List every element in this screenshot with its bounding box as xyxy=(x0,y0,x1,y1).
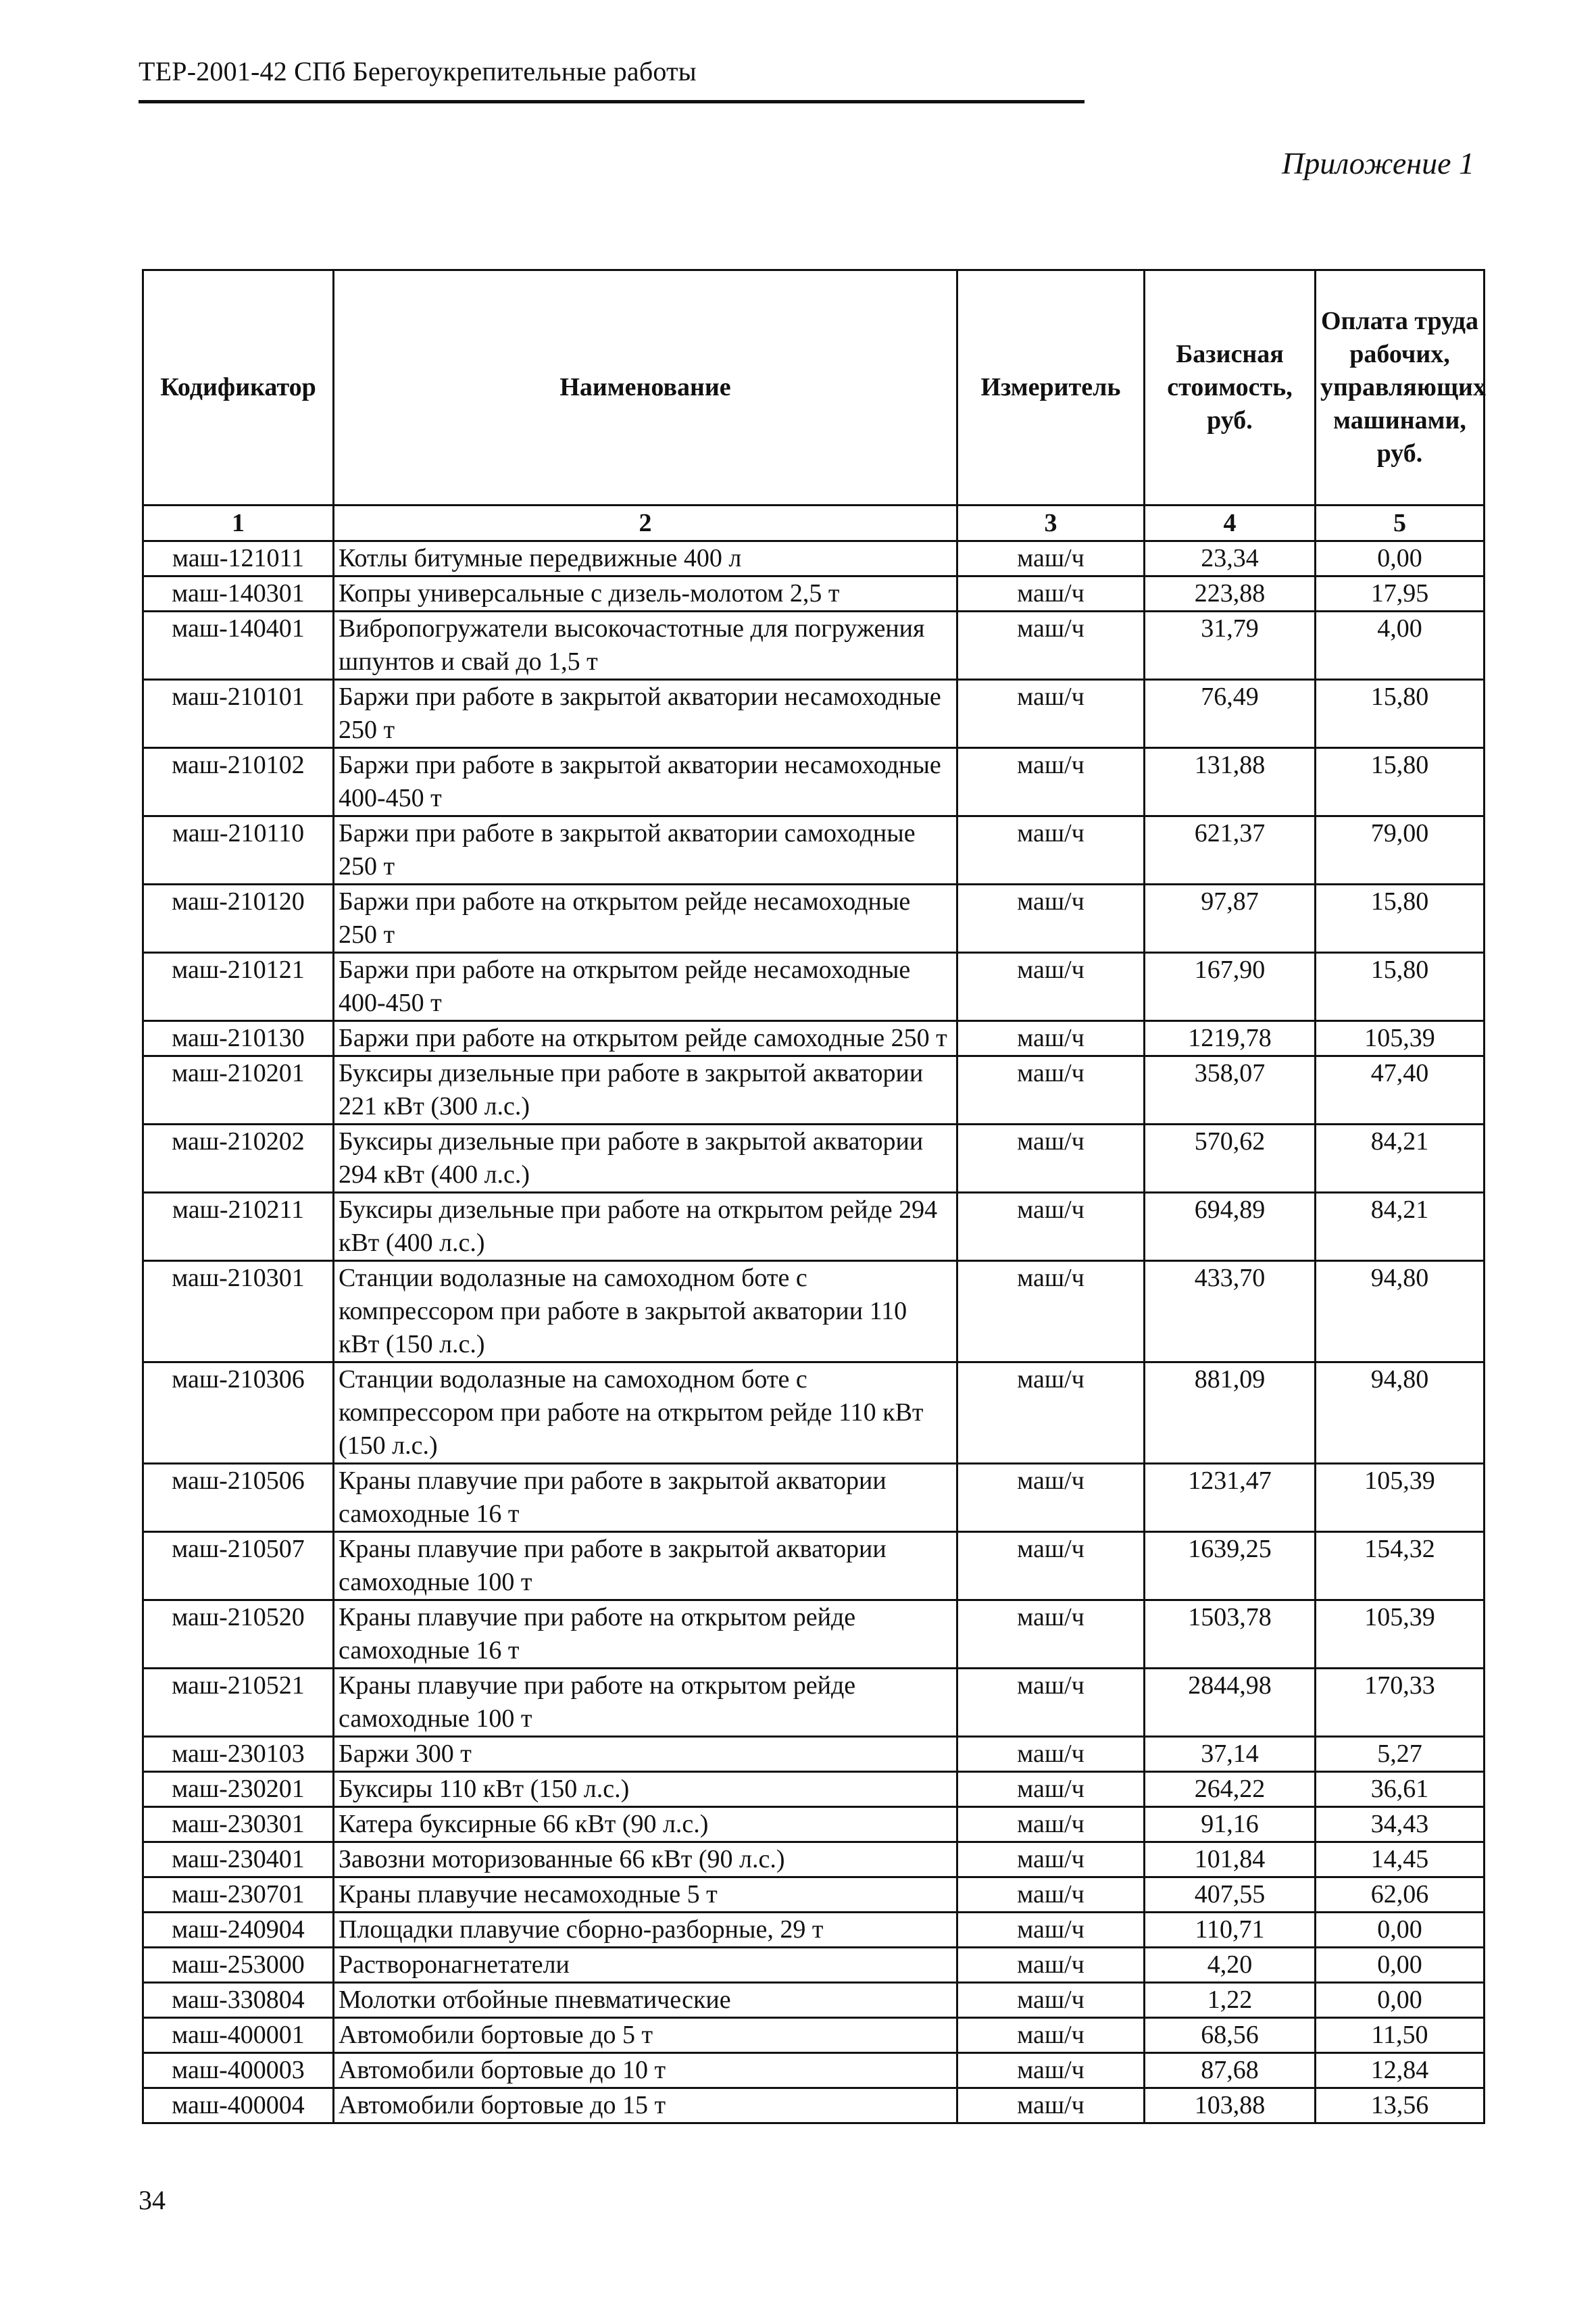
row-base-cost: 31,79 xyxy=(1145,612,1316,680)
row-unit: маш/ч xyxy=(957,1021,1145,1056)
row-unit: маш/ч xyxy=(957,576,1145,612)
row-code: маш-230701 xyxy=(143,1877,334,1913)
document-header-title: ТЕР-2001-42 СПб Берегоукрепительные работы xyxy=(139,56,697,87)
row-name: Баржи при работе в закрытой акватории несамоходные 250 т xyxy=(334,680,957,748)
row-labor-cost: 84,21 xyxy=(1316,1125,1485,1193)
row-name: Буксиры дизельные при работе на открытом рейде 294 кВт (400 л.с.) xyxy=(334,1193,957,1261)
row-base-cost: 1219,78 xyxy=(1145,1021,1316,1056)
row-name: Буксиры 110 кВт (150 л.с.) xyxy=(334,1772,957,1807)
row-labor-cost: 62,06 xyxy=(1316,1877,1485,1913)
column-number: 4 xyxy=(1145,506,1316,541)
row-base-cost: 91,16 xyxy=(1145,1807,1316,1842)
table-row xyxy=(143,953,1485,1021)
row-labor-cost: 15,80 xyxy=(1316,953,1485,1021)
row-name: Растворонагнетатели xyxy=(334,1948,957,1983)
row-base-cost: 101,84 xyxy=(1145,1842,1316,1877)
row-code: маш-210121 xyxy=(143,953,334,1021)
row-name: Краны плавучие при работе в закрытой акватории самоходные 16 т xyxy=(334,1464,957,1532)
row-code: маш-210101 xyxy=(143,680,334,748)
row-name: Котлы битумные передвижные 400 л xyxy=(334,541,957,576)
table-row xyxy=(143,1193,1485,1261)
row-unit: маш/ч xyxy=(957,1125,1145,1193)
row-labor-cost: 34,43 xyxy=(1316,1807,1485,1842)
table-row xyxy=(143,1983,1485,2018)
row-base-cost: 110,71 xyxy=(1145,1913,1316,1948)
row-labor-cost: 84,21 xyxy=(1316,1193,1485,1261)
row-labor-cost: 0,00 xyxy=(1316,1913,1485,1948)
row-base-cost: 131,88 xyxy=(1145,748,1316,816)
row-base-cost: 223,88 xyxy=(1145,576,1316,612)
row-base-cost: 97,87 xyxy=(1145,885,1316,953)
row-name: Баржи при работе на открытом рейде несамоходные 250 т xyxy=(334,885,957,953)
column-number: 5 xyxy=(1316,506,1485,541)
row-code: маш-400001 xyxy=(143,2018,334,2053)
row-code: маш-230201 xyxy=(143,1772,334,1807)
appendix-label: Приложение 1 xyxy=(1281,146,1474,180)
column-header-unit: Измеритель xyxy=(957,270,1145,506)
row-unit: маш/ч xyxy=(957,1737,1145,1772)
table-row xyxy=(143,1807,1485,1842)
row-labor-cost: 105,39 xyxy=(1316,1600,1485,1669)
row-base-cost: 407,55 xyxy=(1145,1877,1316,1913)
row-base-cost: 264,22 xyxy=(1145,1772,1316,1807)
row-labor-cost: 154,32 xyxy=(1316,1532,1485,1600)
row-name: Буксиры дизельные при работе в закрытой акватории 294 кВт (400 л.с.) xyxy=(334,1125,957,1193)
row-name: Буксиры дизельные при работе в закрытой акватории 221 кВт (300 л.с.) xyxy=(334,1056,957,1125)
table-row xyxy=(143,1056,1485,1125)
row-base-cost: 1639,25 xyxy=(1145,1532,1316,1600)
row-name: Станции водолазные на самоходном боте с компрессором при работе на открытом рейде 110 кВт (150 л.с.) xyxy=(334,1362,957,1464)
row-unit: маш/ч xyxy=(957,1056,1145,1125)
row-unit: маш/ч xyxy=(957,2018,1145,2053)
column-header-labor-cost: Оплата труда рабочих, управляющих машинами, руб. xyxy=(1316,270,1485,506)
column-header-base-cost: Базисная стоимость, руб. xyxy=(1145,270,1316,506)
row-code: маш-140301 xyxy=(143,576,334,612)
row-code: маш-210102 xyxy=(143,748,334,816)
row-base-cost: 1,22 xyxy=(1145,1983,1316,2018)
column-header-code: Кодификатор xyxy=(143,270,334,506)
table-row xyxy=(143,1737,1485,1772)
row-code: маш-140401 xyxy=(143,612,334,680)
column-header-name: Наименование xyxy=(334,270,957,506)
row-name: Баржи при работе в закрытой акватории самоходные 250 т xyxy=(334,816,957,885)
row-unit: маш/ч xyxy=(957,1261,1145,1362)
row-base-cost: 358,07 xyxy=(1145,1056,1316,1125)
table-row xyxy=(143,1362,1485,1464)
table-row xyxy=(143,1669,1485,1737)
table-row xyxy=(143,612,1485,680)
row-name: Автомобили бортовые до 15 т xyxy=(334,2088,957,2123)
row-code: маш-210506 xyxy=(143,1464,334,1532)
table-row xyxy=(143,885,1485,953)
row-unit: маш/ч xyxy=(957,2053,1145,2088)
row-unit: маш/ч xyxy=(957,2088,1145,2123)
row-code: маш-230103 xyxy=(143,1737,334,1772)
row-labor-cost: 170,33 xyxy=(1316,1669,1485,1737)
row-unit: маш/ч xyxy=(957,1842,1145,1877)
row-labor-cost: 47,40 xyxy=(1316,1056,1485,1125)
row-code: маш-210211 xyxy=(143,1193,334,1261)
row-labor-cost: 15,80 xyxy=(1316,885,1485,953)
row-name: Катера буксирные 66 кВт (90 л.с.) xyxy=(334,1807,957,1842)
row-base-cost: 621,37 xyxy=(1145,816,1316,885)
row-unit: маш/ч xyxy=(957,1600,1145,1669)
row-base-cost: 694,89 xyxy=(1145,1193,1316,1261)
row-code: маш-230401 xyxy=(143,1842,334,1877)
row-labor-cost: 79,00 xyxy=(1316,816,1485,885)
table-body xyxy=(143,541,1485,2123)
row-labor-cost: 0,00 xyxy=(1316,541,1485,576)
row-unit: маш/ч xyxy=(957,680,1145,748)
table-row xyxy=(143,1948,1485,1983)
row-labor-cost: 4,00 xyxy=(1316,612,1485,680)
row-name: Завозни моторизованные 66 кВт (90 л.с.) xyxy=(334,1842,957,1877)
row-labor-cost: 36,61 xyxy=(1316,1772,1485,1807)
row-unit: маш/ч xyxy=(957,1193,1145,1261)
row-code: маш-210120 xyxy=(143,885,334,953)
row-unit: маш/ч xyxy=(957,612,1145,680)
row-name: Копры универсальные с дизель-молотом 2,5 т xyxy=(334,576,957,612)
row-unit: маш/ч xyxy=(957,1532,1145,1600)
row-code: маш-121011 xyxy=(143,541,334,576)
row-labor-cost: 13,56 xyxy=(1316,2088,1485,2123)
row-unit: маш/ч xyxy=(957,1948,1145,1983)
table-row xyxy=(143,1600,1485,1669)
table-header-row xyxy=(143,270,1485,506)
table-row xyxy=(143,1464,1485,1532)
row-name: Станции водолазные на самоходном боте с компрессором при работе в закрытой акватории 110 кВт (150 л.с.) xyxy=(334,1261,957,1362)
row-name: Автомобили бортовые до 5 т xyxy=(334,2018,957,2053)
row-name: Баржи при работе на открытом рейде несамоходные 400-450 т xyxy=(334,953,957,1021)
row-base-cost: 68,56 xyxy=(1145,2018,1316,2053)
row-labor-cost: 11,50 xyxy=(1316,2018,1485,2053)
row-name: Краны плавучие при работе на открытом рейде самоходные 100 т xyxy=(334,1669,957,1737)
row-code: маш-210201 xyxy=(143,1056,334,1125)
row-unit: маш/ч xyxy=(957,1983,1145,2018)
row-base-cost: 103,88 xyxy=(1145,2088,1316,2123)
row-unit: маш/ч xyxy=(957,953,1145,1021)
row-base-cost: 167,90 xyxy=(1145,953,1316,1021)
row-code: маш-210202 xyxy=(143,1125,334,1193)
row-unit: маш/ч xyxy=(957,816,1145,885)
row-labor-cost: 0,00 xyxy=(1316,1948,1485,1983)
row-base-cost: 37,14 xyxy=(1145,1737,1316,1772)
row-code: маш-400004 xyxy=(143,2088,334,2123)
row-name: Вибропогружатели высокочастотные для погружения шпунтов и свай до 1,5 т xyxy=(334,612,957,680)
row-code: маш-210301 xyxy=(143,1261,334,1362)
row-labor-cost: 14,45 xyxy=(1316,1842,1485,1877)
row-unit: маш/ч xyxy=(957,1464,1145,1532)
row-base-cost: 76,49 xyxy=(1145,680,1316,748)
row-base-cost: 4,20 xyxy=(1145,1948,1316,1983)
table-row xyxy=(143,2018,1485,2053)
row-base-cost: 433,70 xyxy=(1145,1261,1316,1362)
row-name: Краны плавучие при работе на открытом рейде самоходные 16 т xyxy=(334,1600,957,1669)
row-unit: маш/ч xyxy=(957,1362,1145,1464)
row-name: Баржи при работе на открытом рейде самоходные 250 т xyxy=(334,1021,957,1056)
column-number: 3 xyxy=(957,506,1145,541)
row-unit: маш/ч xyxy=(957,1807,1145,1842)
column-number: 2 xyxy=(334,506,957,541)
page-number: 34 xyxy=(139,2185,166,2215)
table-row xyxy=(143,1261,1485,1362)
row-base-cost: 1503,78 xyxy=(1145,1600,1316,1669)
row-name: Автомобили бортовые до 10 т xyxy=(334,2053,957,2088)
table-row xyxy=(143,1532,1485,1600)
row-name: Баржи при работе в закрытой акватории несамоходные 400-450 т xyxy=(334,748,957,816)
table-row xyxy=(143,1772,1485,1807)
row-unit: маш/ч xyxy=(957,1913,1145,1948)
row-code: маш-210130 xyxy=(143,1021,334,1056)
machines-price-table xyxy=(142,269,1485,2124)
row-unit: маш/ч xyxy=(957,1772,1145,1807)
header-divider xyxy=(139,100,1084,103)
row-name: Краны плавучие при работе в закрытой акватории самоходные 100 т xyxy=(334,1532,957,1600)
row-labor-cost: 94,80 xyxy=(1316,1362,1485,1464)
column-number: 1 xyxy=(143,506,334,541)
row-base-cost: 2844,98 xyxy=(1145,1669,1316,1737)
table-row xyxy=(143,1125,1485,1193)
row-base-cost: 87,68 xyxy=(1145,2053,1316,2088)
row-code: маш-240904 xyxy=(143,1913,334,1948)
row-code: маш-210520 xyxy=(143,1600,334,1669)
row-name: Площадки плавучие сборно-разборные, 29 т xyxy=(334,1913,957,1948)
table-row xyxy=(143,1842,1485,1877)
row-unit: маш/ч xyxy=(957,1877,1145,1913)
row-base-cost: 881,09 xyxy=(1145,1362,1316,1464)
row-unit: маш/ч xyxy=(957,885,1145,953)
row-name: Молотки отбойные пневматические xyxy=(334,1983,957,2018)
table-row xyxy=(143,1913,1485,1948)
row-code: маш-210306 xyxy=(143,1362,334,1464)
row-labor-cost: 15,80 xyxy=(1316,680,1485,748)
row-code: маш-253000 xyxy=(143,1948,334,1983)
table-row xyxy=(143,1877,1485,1913)
row-base-cost: 1231,47 xyxy=(1145,1464,1316,1532)
row-unit: маш/ч xyxy=(957,541,1145,576)
row-unit: маш/ч xyxy=(957,1669,1145,1737)
table-row xyxy=(143,576,1485,612)
row-labor-cost: 105,39 xyxy=(1316,1021,1485,1056)
row-base-cost: 570,62 xyxy=(1145,1125,1316,1193)
table-row xyxy=(143,748,1485,816)
row-labor-cost: 15,80 xyxy=(1316,748,1485,816)
table-row xyxy=(143,541,1485,576)
row-labor-cost: 105,39 xyxy=(1316,1464,1485,1532)
row-labor-cost: 94,80 xyxy=(1316,1261,1485,1362)
row-code: маш-210507 xyxy=(143,1532,334,1600)
row-name: Баржи 300 т xyxy=(334,1737,957,1772)
table-row xyxy=(143,680,1485,748)
row-code: маш-210521 xyxy=(143,1669,334,1737)
table-row xyxy=(143,1021,1485,1056)
row-labor-cost: 12,84 xyxy=(1316,2053,1485,2088)
table-row xyxy=(143,2053,1485,2088)
table-row xyxy=(143,2088,1485,2123)
row-code: маш-230301 xyxy=(143,1807,334,1842)
row-base-cost: 23,34 xyxy=(1145,541,1316,576)
row-code: маш-330804 xyxy=(143,1983,334,2018)
row-code: маш-400003 xyxy=(143,2053,334,2088)
row-code: маш-210110 xyxy=(143,816,334,885)
row-name: Краны плавучие несамоходные 5 т xyxy=(334,1877,957,1913)
row-labor-cost: 0,00 xyxy=(1316,1983,1485,2018)
column-number-row xyxy=(143,506,1485,541)
row-labor-cost: 5,27 xyxy=(1316,1737,1485,1772)
table-row xyxy=(143,816,1485,885)
row-unit: маш/ч xyxy=(957,748,1145,816)
row-labor-cost: 17,95 xyxy=(1316,576,1485,612)
